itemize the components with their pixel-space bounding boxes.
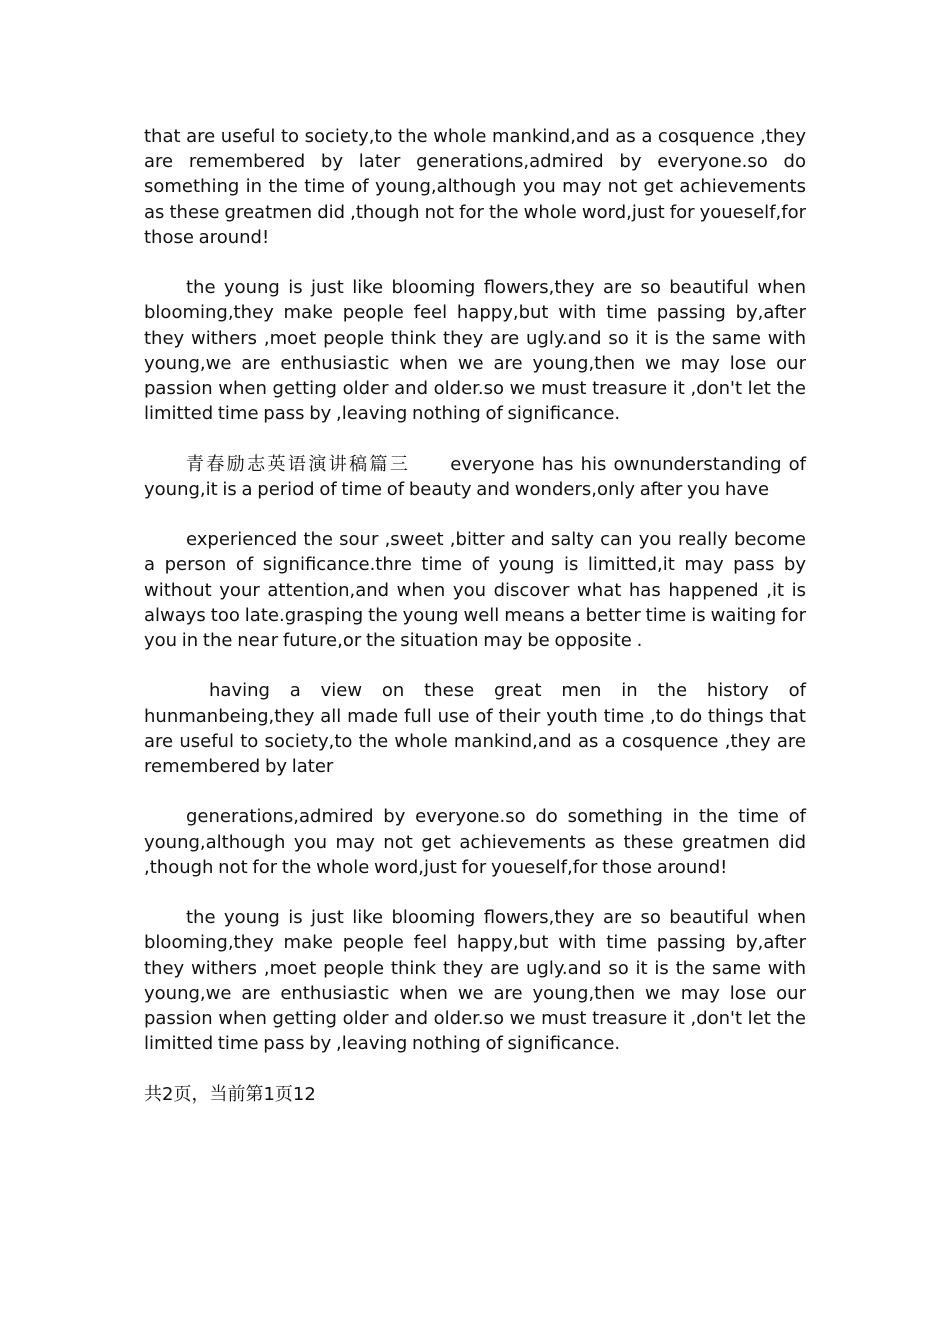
- section-heading: 青春励志英语演讲稿篇三: [186, 453, 411, 475]
- paragraph-6: generations,admired by everyone.so do something in the time of young,although you may not get achievements as these greatmen did ,though not for the whole word,just for youeself,for those around!: [144, 806, 806, 878]
- paragraph-1: that are useful to society,to the whole mankind,and as a cosquence ,they are remembered by later generations,admired by everyone.so do something in the time of young,although you may not get achievements as these greatmen did ,though not for the whole word,just for youeself,for those around!: [144, 126, 806, 248]
- paragraph-7: the young is just like blooming flowers,they are so beautiful when blooming,they make people feel happy,but with time passing by,after they withers ,moet people think they are ugly.and so it is the same with young,we are enthusiastic when we are young,then we may lose our passion when getting older and older.so we must treasure it ,don't let the limitted time pass by ,leaving nothing of significance.: [144, 907, 806, 1055]
- page-footer: 共2页，当前第1页12: [144, 1083, 316, 1105]
- paragraph-3-text: everyone has his ownunderstanding of young,it is a period of time of beauty and wonders,only after you have: [144, 453, 806, 500]
- paragraph-3: [144, 452, 806, 502]
- document-page: [144, 124, 806, 1107]
- paragraph-4: experienced the sour ,sweet ,bitter and salty can you really become a person of significance.thre time of young is limitted,it may pass by without your attention,and when you discover what has happened ,it is always too late.grasping the young well means a better time is waiting for you in the near future,or the situation may be opposite .: [144, 529, 806, 652]
- paragraph-2: the young is just like blooming flowers,they are so beautiful when blooming,they make people feel happy,but with time passing by,after they withers ,moet people think they are ugly.and so it is the same with young,we are enthusiastic when we are young,then we may lose our passion when getting older and older.so we must treasure it ,don't let the limitted time pass by ,leaving nothing of significance.: [144, 277, 806, 425]
- paragraph-5: having a view on these great men in the history of hunmanbeing,they all made full use of their youth time ,to do things that are useful to society,to the whole mankind,and as a cosquence ,they are remembered by later: [144, 680, 806, 778]
